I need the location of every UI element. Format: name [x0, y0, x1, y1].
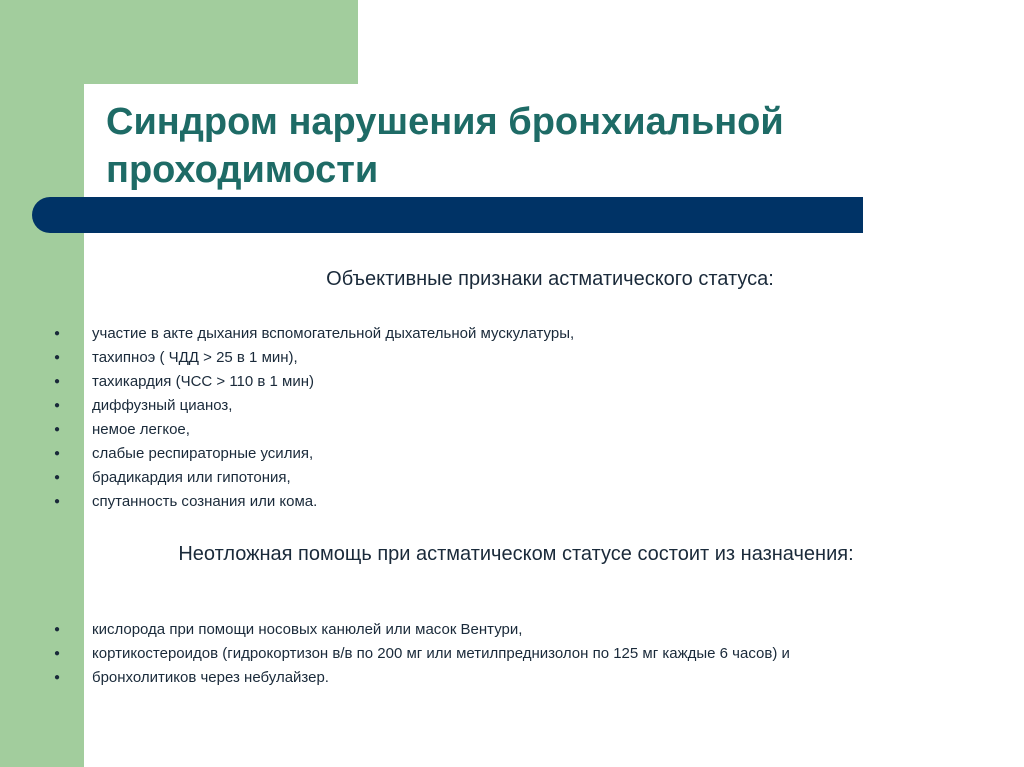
- bullet-icon: ●: [54, 624, 61, 635]
- bullet-icon: ●: [54, 496, 61, 507]
- bullet-icon: ●: [54, 376, 61, 387]
- list-item: ● бронхолитиков через небулайзер.: [54, 667, 954, 689]
- bullet-icon: ●: [54, 424, 61, 435]
- section-heading-emergency-care: Неотложная помощь при астматическом статусе состоит из назначения:: [178, 543, 854, 565]
- list-item: ● тахикардия (ЧСС > 110 в 1 мин): [54, 370, 954, 394]
- emergency-care-list: [54, 619, 954, 691]
- signs-list: [54, 322, 954, 514]
- list-item: ● участие в акте дыхания вспомогательной дыхательной мускулатуры,: [54, 322, 954, 346]
- bullet-icon: ●: [54, 472, 61, 483]
- list-item: ● слабые респираторные усилия,: [54, 442, 954, 466]
- list-item: ● тахипноэ ( ЧДД > 25 в 1 мин),: [54, 346, 954, 370]
- bullet-icon: ●: [54, 400, 61, 411]
- title-underline-bar: [32, 197, 863, 233]
- bullet-icon: ●: [54, 448, 61, 459]
- list-item: ● кислорода при помощи носовых канюлей или масок Вентури,: [54, 619, 954, 641]
- bullet-icon: ●: [54, 328, 61, 339]
- bullet-icon: ●: [54, 352, 61, 363]
- section-heading-signs: Объективные признаки астматического статуса:: [326, 268, 774, 290]
- list-item: ● брадикардия или гипотония,: [54, 466, 954, 490]
- slide-title: Синдром нарушения бронхиальной проходимости: [106, 101, 784, 191]
- bullet-icon: ●: [54, 672, 61, 683]
- bullet-icon: ●: [54, 648, 61, 659]
- list-item: ● немое легкое,: [54, 418, 954, 442]
- list-item: ● спутанность сознания или кома.: [54, 490, 954, 514]
- list-item: ● диффузный цианоз,: [54, 394, 954, 418]
- list-item: ● кортикостероидов (гидрокортизон в/в по 200 мг или метилпреднизолон по 125 мг каждые 6 часов) и: [54, 643, 954, 665]
